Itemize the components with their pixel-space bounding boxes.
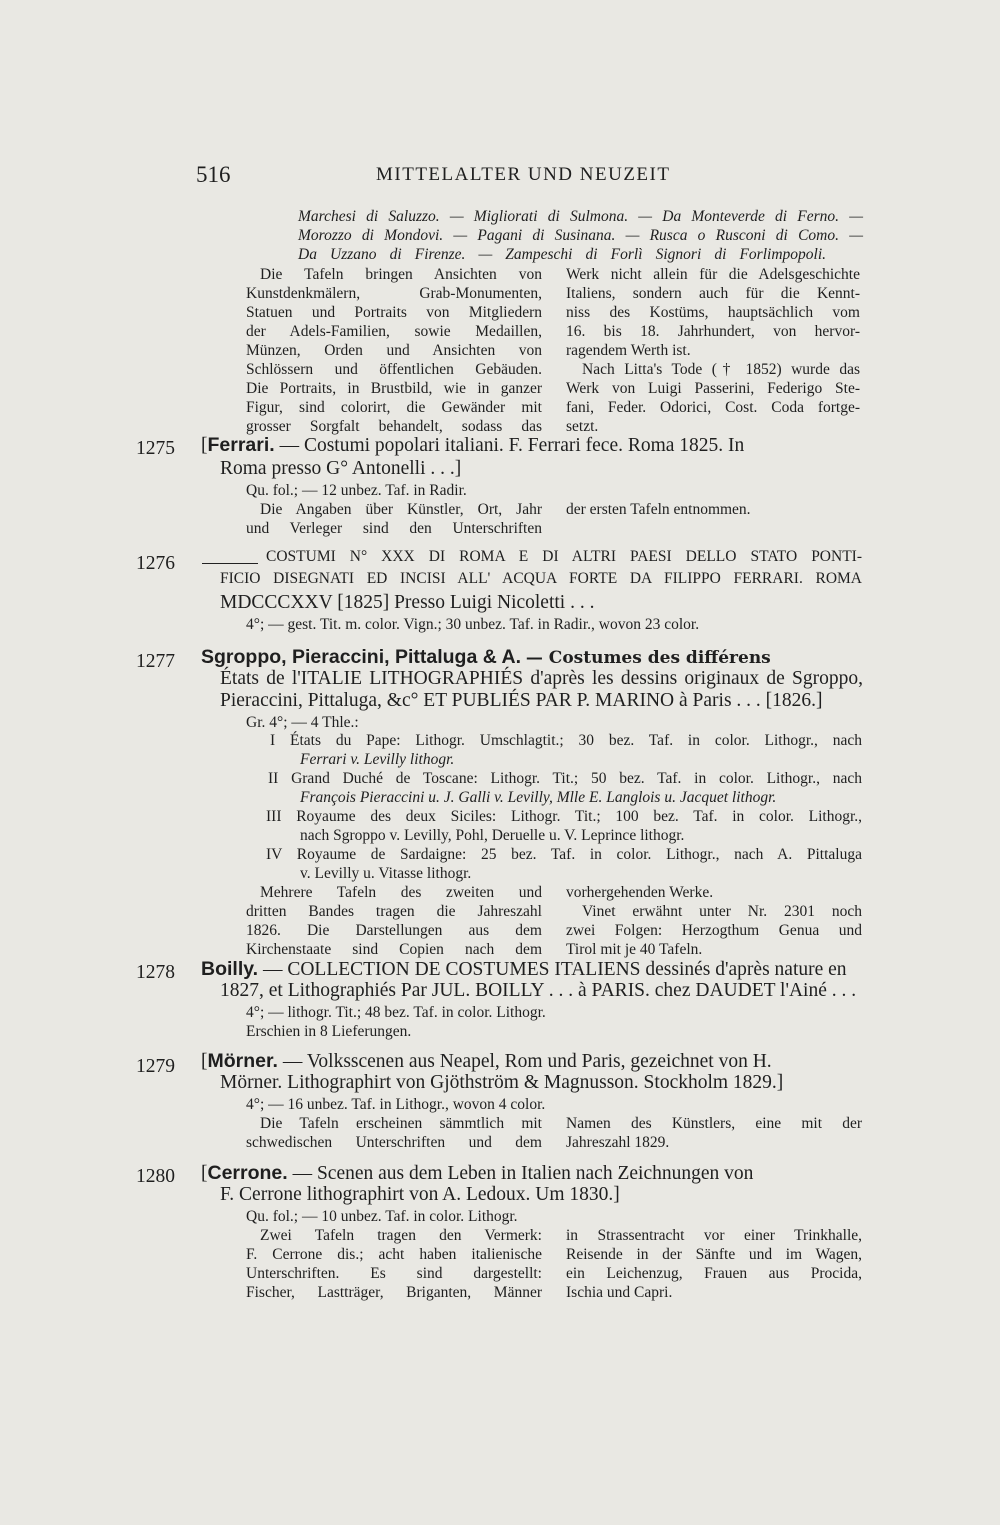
text-line: États de l'ITALIE LITHOGRAPHIÉS d'après les dessins originaux de Sgroppo, <box>220 668 863 689</box>
text-line: Roma presso G° Antonelli . . .] <box>220 458 462 479</box>
entry-number: 1280 <box>136 1166 175 1187</box>
text-line: Zwei Tafeln tragen den Vermerk: <box>260 1227 542 1244</box>
text-line: Marchesi di Saluzzo. — Migliorati di Sulmona. — Da Monteverde di Ferno. — <box>298 208 863 225</box>
entry-heading: [Cerrone. — Scenen aus dem Leben in Italien nach Zeichnungen von <box>201 1162 754 1184</box>
entry-author: Cerrone. <box>207 1162 288 1184</box>
ditto-rule <box>202 563 258 564</box>
text-line: Die Tafeln bringen Ansichten von <box>260 266 542 283</box>
text-line: fani, Feder. Odorici, Cost. Coda fortge- <box>566 399 860 416</box>
text-line: F. Cerrone lithographirt von A. Ledoux. Um 1830.] <box>220 1184 620 1205</box>
part-line: Ferrari v. Levilly lithogr. <box>300 751 455 768</box>
page-number: 516 <box>196 162 231 187</box>
format-line: 4°; — 16 unbez. Taf. in Lithogr., wovon 4 color. <box>246 1096 546 1113</box>
text-line: Tirol mit je 40 Tafeln. <box>566 941 703 958</box>
part-line: IV Royaume de Sardaigne: 25 bez. Taf. in color. Lithogr., nach A. Pittaluga <box>266 846 862 863</box>
text-line: MDCCCXXV [1825] Presso Luigi Nicoletti . . . <box>220 592 595 613</box>
text-line: Mörner. Lithographirt von Gjöthström & Magnusson. Stockholm 1829.] <box>220 1072 784 1093</box>
text-line: Vinet erwähnt unter Nr. 2301 noch <box>582 903 862 920</box>
part-line: v. Levilly u. Vitasse lithogr. <box>300 865 472 882</box>
text-line: Pieraccini, Pittaluga, &c° ET PUBLIÉS PAR P. MARINO à Paris . . . [1826.] <box>220 690 823 711</box>
text-line: grosser Sorgfalt behandelt, sodass das <box>246 418 542 435</box>
part-line: François Pieraccini u. J. Galli v. Levilly, Mlle E. Langlois u. Jacquet lithogr. <box>300 789 777 806</box>
text-line: der Adels-Familien, sowie Medaillen, <box>246 323 542 340</box>
text-line: 1826. Die Darstellungen aus dem <box>246 922 542 939</box>
entry-author: Boilly. <box>201 958 259 980</box>
text-line: Jahreszahl 1829. <box>566 1134 670 1151</box>
text-line: Fischer, Lastträger, Briganten, Männer <box>246 1284 542 1301</box>
text-line: Statuen und Portraits von Mitgliedern <box>246 304 542 321</box>
text-line: Die Angaben über Künstler, Ort, Jahr <box>260 501 542 518</box>
entry-heading: [Mörner. — Volksscenen aus Neapel, Rom und Paris, gezeichnet von H. <box>201 1050 772 1072</box>
entry-title: — COLLECTION DE COSTUMES ITALIENS dessinés d'après nature en <box>262 959 847 980</box>
text-line: Die Portraits, in Brustbild, wie in ganzer <box>246 380 542 397</box>
text-line: niss des Kostüms, hauptsächlich vom <box>566 304 860 321</box>
entry-author: Sgroppo, Pieraccini, Pittaluga & A. <box>201 646 521 668</box>
text-line: ragendem Werth ist. <box>566 342 691 359</box>
entry-number: 1279 <box>136 1056 175 1077</box>
text-line: Unterschriften. Es sind dargestellt: <box>246 1265 542 1282</box>
entry-number: 1278 <box>136 962 175 983</box>
entry-title: — Volksscenen aus Neapel, Rom und Paris, gezeichnet von H. <box>282 1051 772 1072</box>
text-line: Namen des Künstlers, eine mit der <box>566 1115 862 1132</box>
text-line: F. Cerrone dis.; acht haben italienische <box>246 1246 542 1263</box>
note-line: Erschien in 8 Lieferungen. <box>246 1023 412 1040</box>
text-line: 16. bis 18. Jahrhundert, von hervor- <box>566 323 860 340</box>
text-line: Reisende in der Sänfte und im Wagen, <box>566 1246 862 1263</box>
text-line: Figur, sind colorirt, die Gewänder mit <box>246 399 542 416</box>
format-line: Qu. fol.; — 12 unbez. Taf. in Radir. <box>246 482 467 499</box>
text-line: Münzen, Orden und Ansichten von <box>246 342 542 359</box>
part-line: nach Sgroppo v. Levilly, Pohl, Deruelle u. V. Leprince lithogr. <box>300 827 685 844</box>
text-line: schwedischen Unterschriften und dem <box>246 1134 542 1151</box>
text-line: und Verleger sind den Unterschriften <box>246 520 542 537</box>
text-line: zwei Folgen: Herzogthum Genua und <box>566 922 862 939</box>
text-line: Mehrere Tafeln des zweiten und <box>260 884 542 901</box>
text-line: Morozzo di Mondovi. — Pagani di Susinana. — Rusca o Rusconi di Como. — <box>298 227 863 244</box>
text-line: 1827, et Lithographiés Par JUL. BOILLY . . . à PARIS. chez DAUDET l'Ainé . . . <box>220 980 857 1001</box>
entry-author: Ferrari. <box>207 434 275 456</box>
format-line: Qu. fol.; — 10 unbez. Taf. in color. Lithogr. <box>246 1208 518 1225</box>
entry-title: — Costumes des différens <box>525 648 771 668</box>
text-line: Da Uzzano di Firenze. — Zampeschi di Forlì Signori di Forlimpopoli. <box>298 246 826 263</box>
text-line: Kunstdenkmälern, Grab-Monumenten, <box>246 285 542 302</box>
format-line: 4°; — gest. Tit. m. color. Vign.; 30 unbez. Taf. in Radir., wovon 23 color. <box>246 616 700 633</box>
text-line: dritten Bandes tragen die Jahreszahl <box>246 903 542 920</box>
text-line: der ersten Tafeln entnommen. <box>566 501 751 518</box>
entry-heading <box>201 958 863 981</box>
part-line: I États du Pape: Lithogr. Umschlagtit.; 30 bez. Taf. in color. Lithogr., nach <box>270 732 862 749</box>
text-line: ein Leichenzug, Frauen aus Procida, <box>566 1265 862 1282</box>
entry-heading: COSTUMI N° XXX DI ROMA E DI ALTRI PAESI DELLO STATO PONTI- <box>266 548 862 565</box>
text-line: vorhergehenden Werke. <box>566 884 714 901</box>
format-line: Gr. 4°; — 4 Thle.: <box>246 714 359 731</box>
entry-number: 1277 <box>136 651 175 672</box>
text-line: in Strassentracht vor einer Trinkhalle, <box>566 1227 862 1244</box>
entry-title: — Scenen aus dem Leben in Italien nach Zeichnungen von <box>292 1163 754 1184</box>
text-line: Die Tafeln erscheinen sämmtlich mit <box>260 1115 542 1132</box>
part-line: II Grand Duché de Toscane: Lithogr. Tit.; 50 bez. Taf. in color. Lithogr., nach <box>268 770 862 787</box>
text-line: Werk von Luigi Passerini, Federigo Ste- <box>566 380 860 397</box>
entry-number: 1276 <box>136 553 175 574</box>
text-line: Ischia und Capri. <box>566 1284 673 1301</box>
running-header <box>196 162 876 192</box>
entry-title: — Costumi popolari italiani. F. Ferrari fece. Roma 1825. In <box>279 435 745 456</box>
entry-number: 1275 <box>136 438 175 459</box>
part-line: III Royaume des deux Siciles: Lithogr. Tit.; 100 bez. Taf. in color. Lithogr., <box>266 808 862 825</box>
entry-heading: [Ferrari. — Costumi popolari italiani. F. Ferrari fece. Roma 1825. In <box>201 434 745 456</box>
entry-author: Mörner. <box>207 1050 278 1072</box>
text-line: Schlössern und öffentlichen Gebäuden. <box>246 361 542 378</box>
text-line: Kirchenstaate sind Copien nach dem <box>246 941 542 958</box>
text-line: FICIO DISEGNATI ED INCISI ALL' ACQUA FORTE DA FILIPPO FERRARI. ROMA <box>220 570 862 587</box>
running-title: MITTELALTER UND NEUZEIT <box>376 164 671 185</box>
text-line: Nach Litta's Tode († 1852) wurde das <box>582 361 860 378</box>
text-line: Werk nicht allein für die Adelsgeschichte <box>566 266 860 283</box>
entry-heading <box>201 646 863 669</box>
text-line: setzt. <box>566 418 599 435</box>
text-line: Italiens, sondern auch für die Kennt- <box>566 285 860 302</box>
format-line: 4°; — lithogr. Tit.; 48 bez. Taf. in color. Lithogr. <box>246 1004 546 1021</box>
